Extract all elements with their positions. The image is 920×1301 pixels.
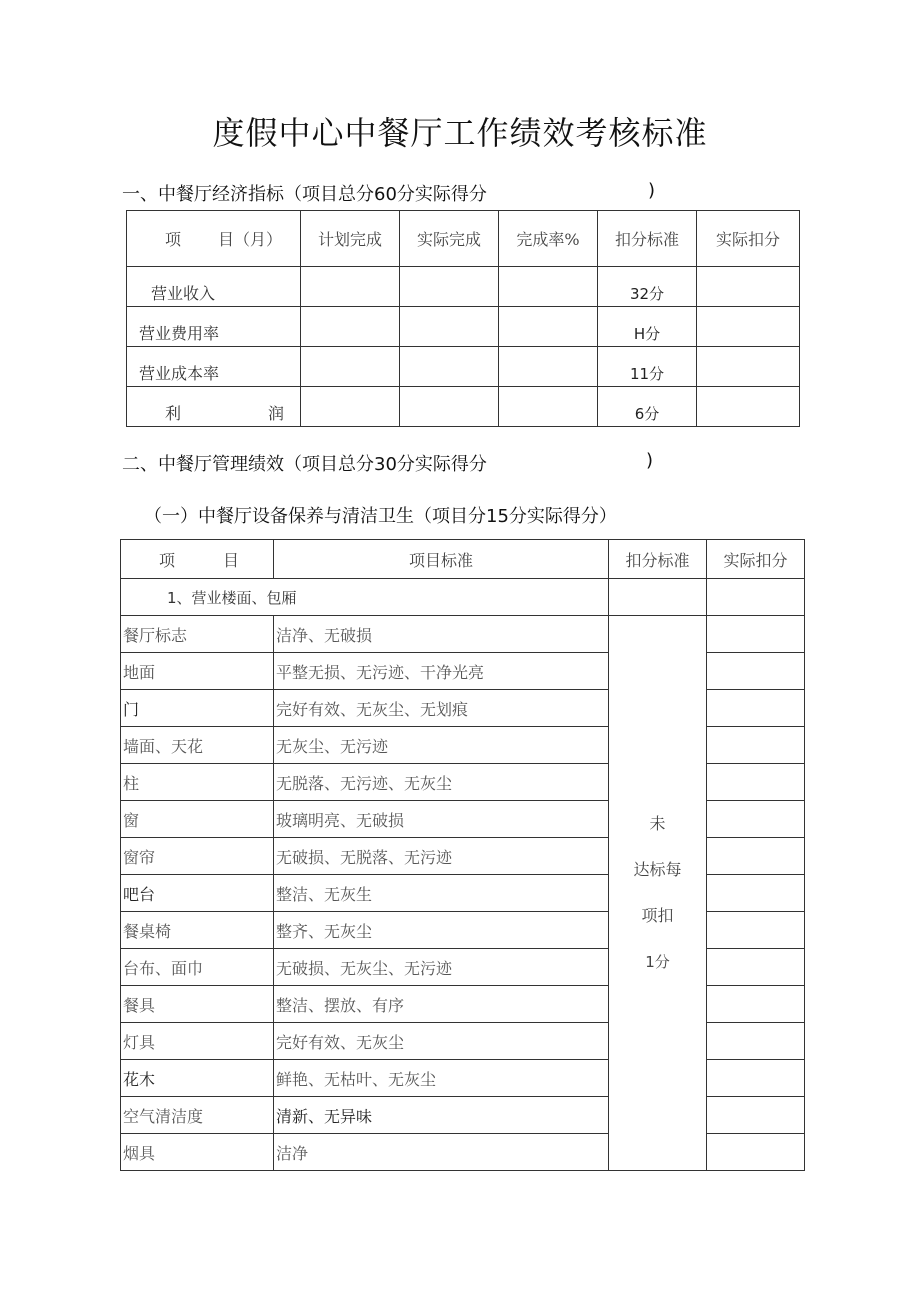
header-actual-deduction: 实际扣分 (697, 211, 800, 267)
cell-actual[interactable] (400, 267, 499, 307)
cell-actual-deduction[interactable] (707, 653, 805, 690)
row-name: 门 (121, 690, 274, 727)
row-standard: 整齐、无灰尘 (274, 912, 609, 949)
cell-actual-deduction[interactable] (707, 579, 805, 616)
cell-deduction-standard: 32分 (598, 267, 697, 307)
page-title: 度假中心中餐厅工作绩效考核标准 (212, 114, 708, 152)
table-row (127, 347, 800, 387)
cell-actual-deduction[interactable] (707, 690, 805, 727)
cell-deduction-standard: 11分 (598, 347, 697, 387)
row-standard: 无破损、无脱落、无污迹 (274, 838, 609, 875)
cell-actual-deduction[interactable] (707, 1023, 805, 1060)
table-header-row (121, 540, 805, 579)
row-item: 营业收入 (127, 267, 301, 307)
cell-actual[interactable] (400, 307, 499, 347)
header-rate: 完成率% (499, 211, 598, 267)
economic-indicators-table (126, 210, 800, 427)
subsection-label: 1、营业楼面、包厢 (121, 579, 609, 616)
cell-actual-deduction[interactable] (697, 267, 800, 307)
row-name: 地面 (121, 653, 274, 690)
section2-heading: 二、中餐厅管理绩效（项目总分30分实际得分 (122, 454, 487, 475)
section3-heading: （一）中餐厅设备保养与清洁卫生（项目分15分实际得分） (144, 506, 617, 527)
table-header-row (127, 211, 800, 267)
row-standard: 清新、无异味 (274, 1097, 609, 1134)
section1-heading: 一、中餐厅经济指标（项目总分60分实际得分 (122, 184, 487, 205)
header-standard: 项目标准 (274, 540, 609, 579)
table-row (127, 307, 800, 347)
section2-close-paren: ) (646, 450, 654, 471)
row-name: 花木 (121, 1060, 274, 1097)
cell-rate[interactable] (499, 347, 598, 387)
cell-actual-deduction[interactable] (707, 1097, 805, 1134)
cell-actual-deduction[interactable] (697, 387, 800, 427)
cell-rate[interactable] (499, 307, 598, 347)
cell-actual-deduction[interactable] (707, 727, 805, 764)
header-item: 项 目（月） (127, 211, 301, 267)
cell-actual-deduction[interactable] (707, 986, 805, 1023)
cell-planned[interactable] (301, 267, 400, 307)
cell-planned[interactable] (301, 387, 400, 427)
section1-close-paren: ) (648, 180, 656, 201)
cell-actual-deduction[interactable] (707, 764, 805, 801)
equipment-cleaning-table (120, 539, 805, 1171)
header-actual-deduction: 实际扣分 (707, 540, 805, 579)
cell-planned[interactable] (301, 307, 400, 347)
cell-actual[interactable] (400, 387, 499, 427)
row-standard: 完好有效、无灰尘 (274, 1023, 609, 1060)
cell-actual-deduction[interactable] (707, 616, 805, 653)
row-standard: 整洁、摆放、有序 (274, 986, 609, 1023)
row-name: 空气清洁度 (121, 1097, 274, 1134)
row-name: 餐具 (121, 986, 274, 1023)
cell-actual-deduction[interactable] (697, 307, 800, 347)
cell-actual-deduction[interactable] (707, 912, 805, 949)
row-name: 墙面、天花 (121, 727, 274, 764)
row-standard: 平整无损、无污迹、干净光亮 (274, 653, 609, 690)
cell-actual-deduction[interactable] (707, 801, 805, 838)
cell-actual-deduction[interactable] (707, 949, 805, 986)
row-standard: 玻璃明亮、无破损 (274, 801, 609, 838)
subsection-row (121, 579, 805, 616)
row-standard: 无灰尘、无污迹 (274, 727, 609, 764)
cell-deduction-standard: H分 (598, 307, 697, 347)
cell-planned[interactable] (301, 347, 400, 387)
cell-actual-deduction[interactable] (707, 1060, 805, 1097)
row-name: 灯具 (121, 1023, 274, 1060)
cell-rate[interactable] (499, 387, 598, 427)
row-name: 柱 (121, 764, 274, 801)
row-standard: 鲜艳、无枯叶、无灰尘 (274, 1060, 609, 1097)
row-standard: 洁净、无破损 (274, 616, 609, 653)
table-row (121, 616, 805, 653)
cell-actual-deduction[interactable] (707, 838, 805, 875)
row-name: 窗 (121, 801, 274, 838)
row-name: 台布、面巾 (121, 949, 274, 986)
row-standard: 洁净 (274, 1134, 609, 1171)
cell-actual-deduction[interactable] (707, 1134, 805, 1171)
row-name: 餐桌椅 (121, 912, 274, 949)
header-actual: 实际完成 (400, 211, 499, 267)
header-deduction-standard: 扣分标准 (598, 211, 697, 267)
row-name: 餐厅标志 (121, 616, 274, 653)
cell-actual-deduction[interactable] (697, 347, 800, 387)
table-row (127, 387, 800, 427)
cell-deduction-standard: 6分 (598, 387, 697, 427)
cell-actual[interactable] (400, 347, 499, 387)
row-name: 烟具 (121, 1134, 274, 1171)
row-item: 营业费用率 (127, 307, 301, 347)
row-standard: 无脱落、无污迹、无灰尘 (274, 764, 609, 801)
header-planned: 计划完成 (301, 211, 400, 267)
row-name: 吧台 (121, 875, 274, 912)
row-standard: 无破损、无灰尘、无污迹 (274, 949, 609, 986)
cell-actual-deduction[interactable] (707, 875, 805, 912)
row-name: 窗帘 (121, 838, 274, 875)
merged-deduction-note: 未 达标每 项扣 1分 (609, 616, 707, 1171)
header-deduction-standard: 扣分标准 (609, 540, 707, 579)
row-standard: 整洁、无灰生 (274, 875, 609, 912)
row-standard: 完好有效、无灰尘、无划痕 (274, 690, 609, 727)
row-item: 营业成本率 (127, 347, 301, 387)
cell-deduction-standard (609, 579, 707, 616)
cell-rate[interactable] (499, 267, 598, 307)
table-row (127, 267, 800, 307)
row-item: 利 润 (127, 387, 301, 427)
header-item: 项 目 (121, 540, 274, 579)
